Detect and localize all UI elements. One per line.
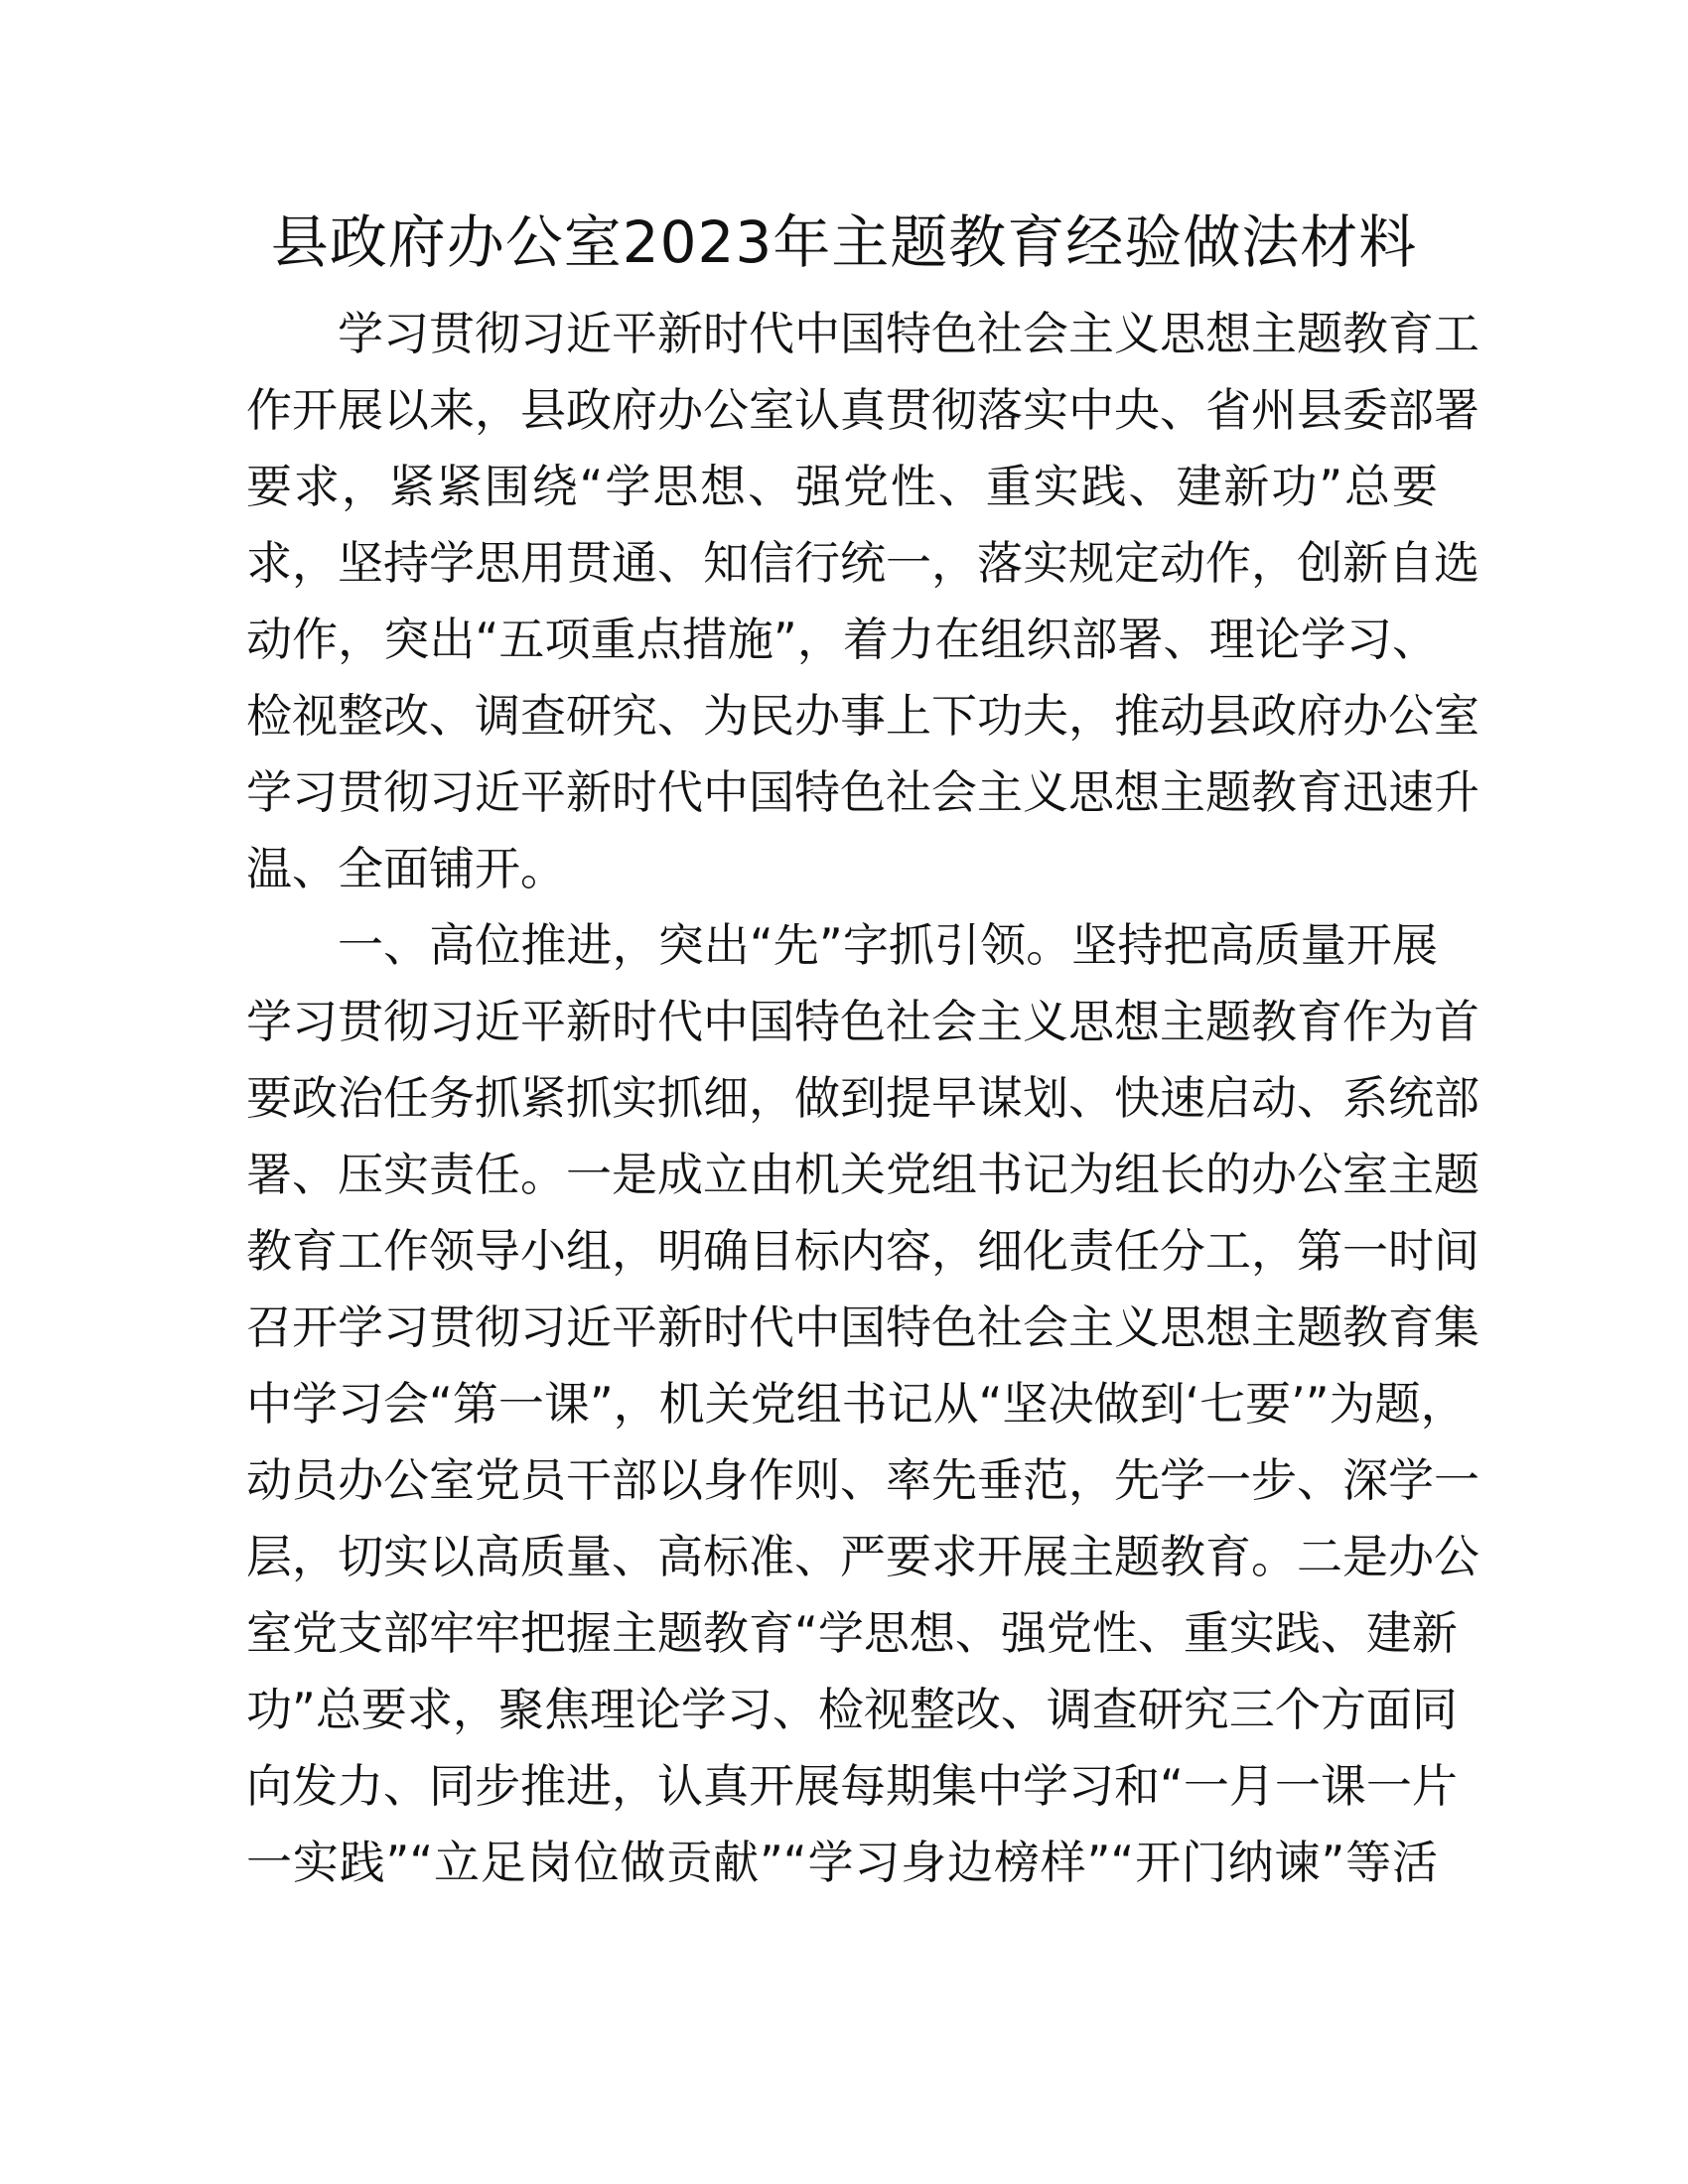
text-line: 检视整改、调查研究、为民办事上下功夫，推动县政府办公室: [246, 689, 1479, 743]
text-line: 教育工作领导小组，明确目标内容，细化责任分工，第一时间: [246, 1224, 1479, 1278]
paragraph-section-one: [246, 907, 1479, 1901]
text-line: 中学习会“第一课”，机关党组书记从“坚决做到‘七要’”为题，: [246, 1377, 1467, 1431]
text-line: 向发力、同步推进，认真开展每期集中学习和“一月一课一片: [246, 1759, 1458, 1813]
text-line: 求，坚持学思用贯通、知信行统一，落实规定动作，创新自选: [246, 536, 1479, 590]
text-line: 动作，突出“五项重点措施”，着力在组织部署、理论学习、: [246, 613, 1438, 666]
text-line: 召开学习贯彻习近平新时代中国特色社会主义思想主题教育集: [246, 1300, 1479, 1354]
text-line: 署、压实责任。一是成立由机关党组书记为组长的办公室主题: [246, 1148, 1479, 1201]
text-line: 功”总要求，聚焦理论学习、检视整改、调查研究三个方面同: [246, 1683, 1458, 1736]
text-line: 要求，紧紧围绕“学思想、强党性、重实践、建新功”总要: [246, 460, 1438, 513]
document-title: 县政府办公室2023年主题教育经验做法材料: [270, 208, 1418, 276]
text-line: 一实践”“立足岗位做贡献”“学习身边榜样”“开门纳谏”等活: [246, 1836, 1438, 1889]
document-body: [246, 296, 1479, 1901]
text-line: 层，切实以高质量、高标准、严要求开展主题教育。二是办公: [246, 1530, 1479, 1583]
text-line: 一、高位推进，突出“先”字抓引领。坚持把高质量开展: [338, 918, 1438, 972]
text-line: 要政治任务抓紧抓实抓细，做到提早谋划、快速启动、系统部: [246, 1071, 1479, 1125]
text-line: 动员办公室党员干部以身作则、率先垂范，先学一步、深学一: [246, 1453, 1479, 1507]
paragraph-intro: [246, 296, 1479, 907]
text-line: 学习贯彻习近平新时代中国特色社会主义思想主题教育作为首: [246, 995, 1479, 1048]
text-line: 学习贯彻习近平新时代中国特色社会主义思想主题教育迅速升: [246, 765, 1479, 819]
text-line: 学习贯彻习近平新时代中国特色社会主义思想主题教育工: [338, 307, 1479, 360]
text-line: 温、全面铺开。: [246, 842, 566, 895]
text-line: 室党支部牢牢把握主题教育“学思想、强党性、重实践、建新: [246, 1606, 1458, 1660]
text-line: 作开展以来，县政府办公室认真贯彻落实中央、省州县委部署: [246, 383, 1479, 437]
